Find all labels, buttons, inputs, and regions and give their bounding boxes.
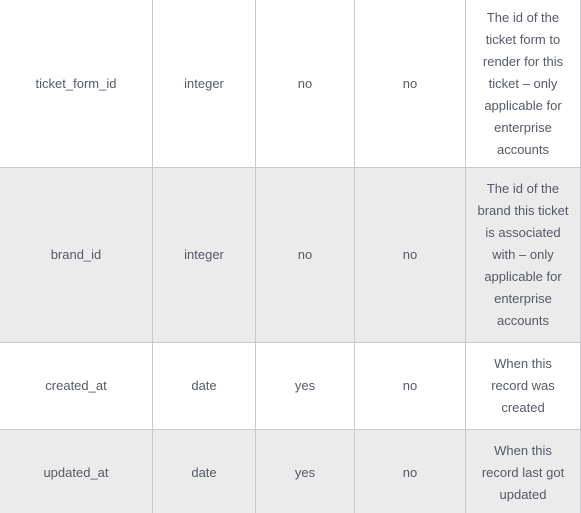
field-read-only-cell: yes — [256, 343, 355, 430]
field-type-cell: integer — [153, 0, 256, 168]
table-row — [0, 343, 581, 430]
field-type-cell: integer — [153, 168, 256, 343]
field-mandatory-cell: no — [355, 168, 466, 343]
field-type-cell: date — [153, 343, 256, 430]
field-name-cell: updated_at — [0, 430, 153, 513]
field-description-cell: The id of the ticket form to render for this ticket – only applicable for enterprise accounts — [466, 0, 581, 168]
table-row — [0, 168, 581, 343]
field-read-only-cell: no — [256, 0, 355, 168]
field-name-cell: ticket_form_id — [0, 0, 153, 168]
field-read-only-cell: yes — [256, 430, 355, 513]
field-mandatory-cell: no — [355, 0, 466, 168]
field-mandatory-cell: no — [355, 430, 466, 513]
table-row — [0, 0, 581, 168]
table-row — [0, 430, 581, 513]
field-name-cell: brand_id — [0, 168, 153, 343]
field-name-cell: created_at — [0, 343, 153, 430]
field-mandatory-cell: no — [355, 343, 466, 430]
field-type-cell: date — [153, 430, 256, 513]
field-description-cell: When this record was created — [466, 343, 581, 430]
field-read-only-cell: no — [256, 168, 355, 343]
field-description-cell: The id of the brand this ticket is associated with – only applicable for enterprise accounts — [466, 168, 581, 343]
field-description-cell: When this record last got updated — [466, 430, 581, 513]
